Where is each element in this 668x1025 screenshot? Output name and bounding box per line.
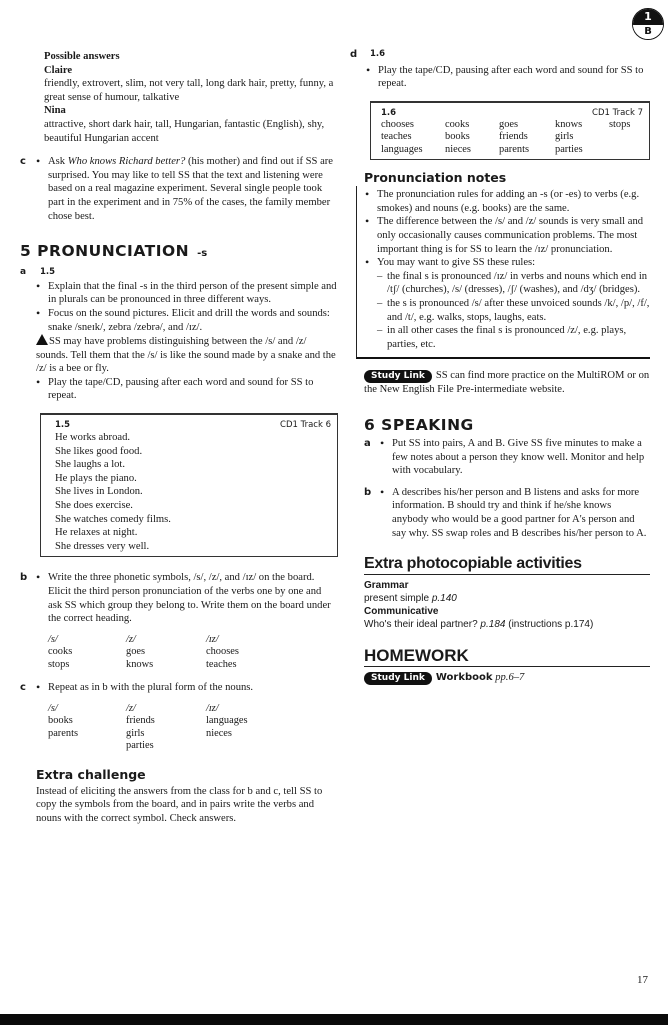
bullet-item: • Focus on the sound pictures. Elicit and drill the words and sounds: snake /sneɪk/, zebra /zebrə/, and /ɪz/. (36, 307, 338, 334)
script-line: She does exercise. (55, 500, 133, 512)
section-6-heading: 6 SPEAKING (364, 416, 474, 434)
workbook-pages: pp.6–7 (495, 672, 525, 684)
cd-track: CD1 Track 6 (280, 420, 331, 431)
rule-item: – in all other cases the final s is pronounced /z/, e.g. plays, parties, etc. (377, 324, 650, 351)
track-ref: 1.6 (370, 49, 386, 59)
homework (350, 645, 650, 685)
nina-name: Nina (44, 105, 66, 117)
warning-note: SS may have problems distinguishing between the /s/ and /z/ sounds. Tell them that the /s/ is like the sound made by a snake and the /z/ is a bee or fly. (36, 336, 336, 375)
rule-item: – the s is pronounced /s/ after these unvoiced sounds /k/, /p/, /f/, and /t/, e.g. walks, stops, laughs, eats. (377, 297, 650, 324)
communicative-label: Communicative (364, 606, 439, 618)
page-ref: p.184 (480, 619, 506, 631)
question: Who knows Richard better? (67, 156, 186, 168)
bullet-item: • Play the tape/CD, pausing after each word and sound for SS to repeat. (36, 376, 338, 403)
speaking-step-b: b • A describes his/her person and B listens and asks for more information. B should try and think if he/she knows anybody who would be a good partner for A's person and say why. SS swap roles and B describes his/her person to A. (350, 486, 650, 540)
page-number: 17 (637, 974, 648, 986)
homework-title: HOMEWORK (364, 645, 650, 667)
possible-answers-title: Possible answers (44, 51, 120, 62)
step-b: b • Write the three phonetic symbols, /s/, /z/, and /ɪz/ on the board. Elicit the third person pronunciation of the verbs one by one and ask SS which group they belong to. Write them on the board under the correct heading. (20, 571, 338, 625)
warning-icon (36, 334, 48, 345)
track-code: 1.5 (55, 420, 71, 431)
unit-badge (632, 8, 664, 40)
script-line: She laughs a lot. (55, 459, 126, 471)
unit-letter: B (633, 24, 663, 40)
pronunciation-notes-title: Pronunciation notes (364, 170, 507, 186)
track-code: 1.6 (381, 107, 397, 118)
study-link-badge: Study Link (364, 370, 432, 383)
extra-activities-title: Extra photocopiable activities (364, 554, 650, 575)
study-link-badge: Study Link (364, 672, 432, 685)
extra-challenge-text: Instead of eliciting the answers from the class for b and c, tell SS to copy the symbols from the board, and in pairs write the verbs and nouns with the correct symbol. Check answers. (36, 785, 323, 825)
communicative-line: Who's their ideal partner? p.184 (instructions p.174) (364, 619, 594, 631)
script-line: She lives in London. (55, 486, 143, 498)
script-line: He plays the piano. (55, 472, 137, 484)
right-column (350, 48, 650, 685)
word-grid: chooses cooks goes knows stops teaches books friends girls languages nieces parents parties (381, 118, 631, 155)
bottom-bar (0, 1014, 668, 1025)
script-line: He works abroad. (55, 432, 131, 444)
noun-table: /s/ /z/ /ɪz/ books friends languages parents girls nieces parties (48, 702, 248, 752)
step-c-text: • Ask Who knows Richard better? (his mother) and find out if SS are surprised. You may like to tell SS that the text and listening were based on a real magazine experiment. Several single people took part in the experiment and in 75% of the cases, the family member chose best. (36, 155, 338, 223)
page-ref: p.140 (431, 593, 457, 605)
claire-text: friendly, extrovert, slim, not very tall, long dark hair, pretty, funny, a great sense of humour, talkative (44, 78, 334, 103)
claire-name: Claire (44, 64, 73, 76)
verb-table: /s/ /z/ /ɪz/ cooks goes chooses stops knows teaches (48, 633, 239, 670)
cd-track: CD1 Track 7 (592, 107, 643, 118)
unit-number: 1 (633, 9, 663, 24)
step-b-text: • Write the three phonetic symbols, /s/, /z/, and /ɪz/ on the board. Elicit the third person pronunciation of the verbs one by one and ask SS which group they belong to. Write them on the board under the correct heading. (36, 571, 338, 625)
bullet-item: • Play the tape/CD, pausing after each word and sound for SS to repeat. (366, 64, 650, 91)
step-c (20, 155, 338, 223)
step-c2-text: • Repeat as in b with the plural form of the nouns. (36, 681, 338, 695)
step-letter: c (20, 156, 26, 168)
speaking-a-text: • Put SS into pairs, A and B. Give SS five minutes to make a few notes about a person they know well. Monitor and help with vocabulary. (380, 437, 650, 478)
speaking-step-a: a • Put SS into pairs, A and B. Give SS five minutes to make a few notes about a person they know well. Monitor and help with vocabulary. (350, 437, 650, 478)
script-line: He relaxes at night. (55, 527, 138, 539)
extra-activities (350, 554, 650, 631)
step-c2: c • Repeat as in b with the plural form of the nouns. (20, 681, 338, 695)
audio-script-box (370, 101, 650, 161)
grammar-label: Grammar (364, 580, 409, 592)
step-d: d 1.6 • Play the tape/CD, pausing after each word and sound for SS to repeat. (350, 48, 650, 91)
script-line: She watches comedy films. (55, 513, 171, 525)
study-link-note: Study Link SS can find more practice on the MultiROM or on the New English File Pre-intermediate website. (364, 370, 650, 396)
possible-answers (20, 50, 338, 145)
speaking-b-text: • A describes his/her person and B listens and asks for more information. B should try and think if he/she knows anybody who would be a good partner for A's person and say why. SS swap roles and B describes his/her person to A. (380, 486, 650, 540)
left-column (20, 50, 338, 826)
grammar-line: present simple p.140 (364, 593, 457, 605)
script-line: She dresses very well. (55, 540, 150, 552)
bullet-item: • Explain that the final -s in the third person of the present simple and in plurals can be pronounced in three different ways. (36, 280, 338, 307)
track-ref: 1.5 (40, 267, 56, 278)
pronunciation-notes-box (356, 186, 650, 359)
extra-challenge (20, 767, 338, 826)
rule-item: – the final s is pronounced /ɪz/ in verbs and nouns which end in /tʃ/ (churches), /s/ (dresses), /ʃ/ (washes), and /dʒ/ (bridges). (377, 270, 650, 297)
section-5-heading: 5 PRONUNCIATION -s (20, 242, 208, 261)
homework-line (364, 671, 650, 685)
nina-text: attractive, short dark hair, tall, Hungarian, fantastic (English), shy, beautiful Hungarian accent (44, 118, 325, 144)
audio-script-box (40, 413, 338, 557)
extra-challenge-title: Extra challenge (36, 766, 146, 782)
script-line: She likes good food. (55, 445, 143, 457)
bullet-item: • You may want to give SS these rules: (365, 256, 650, 270)
bullet-item: • The pronunciation rules for adding an -s (or -es) to verbs (e.g. smokes) and nouns (e.g. books) are the same. (365, 188, 650, 215)
workbook-label: Workbook (435, 672, 493, 684)
step-a: a 1.5 • Explain that the final -s in the third person of the present simple and in plurals can be pronounced in three different ways. • Focus on the sound pictures. Elicit and drill the words and sounds: snake /sneɪk/, zebra /zebrə/, and /ɪz/. SS may have problems distinguishing between the /s/ and /z/ sounds. Tell them that the /s/ is like the sound made by a snake and the /z/ is a bee or fly. • Play the tape/CD, pausing after each word and sound for SS to repeat. (20, 266, 338, 403)
bullet-item: • The difference between the /s/ and /z/ sounds is very small and only occasionally causes communication problems. The most important thing is for SS to learn the /ɪz/ pronunciation. (365, 215, 650, 256)
